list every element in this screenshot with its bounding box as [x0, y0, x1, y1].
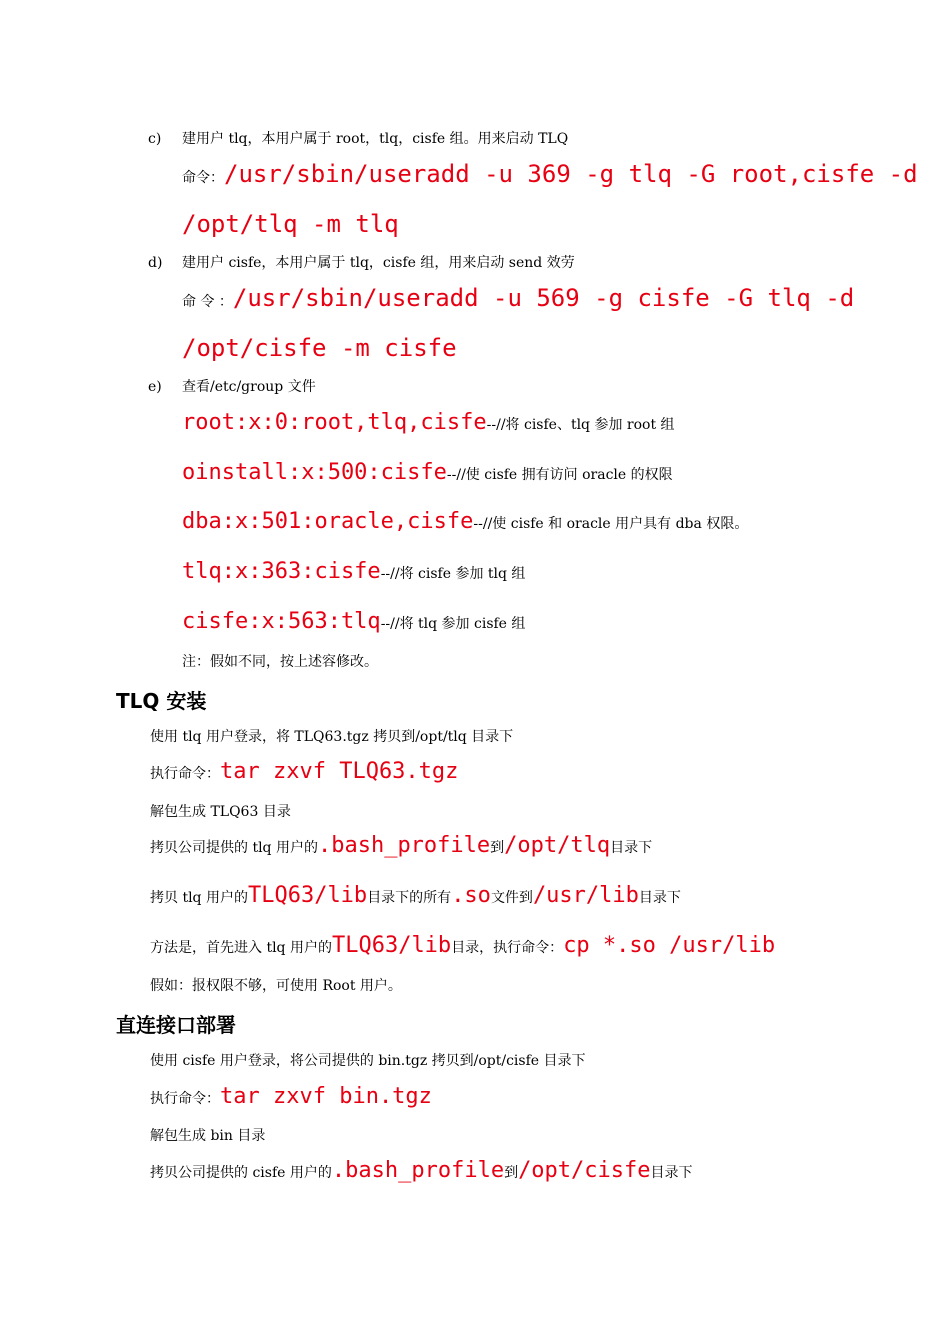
group-comment: --//将 cisfe、tlq 参加 root 组	[486, 417, 675, 433]
profile-file: .bash_profile	[317, 833, 491, 858]
item-e-marker: e)	[148, 379, 162, 395]
item-c-cmd-line1: /usr/sbin/useradd -u 369 -g tlq -G root,cisfe -d	[224, 160, 918, 188]
text: 目录，执行命令：	[451, 940, 564, 956]
item-d-cmd-line2: /opt/cisfe -m cisfe	[182, 334, 457, 362]
text: 目录下	[650, 1165, 693, 1181]
direct-line3: 解包生成 bin 目录	[150, 1128, 266, 1144]
lib-dir: TLQ63/lib	[247, 883, 368, 908]
lib-dest: /usr/lib	[532, 883, 639, 908]
item-d-marker: d)	[148, 255, 163, 271]
group-comment: --//使 cisfe 拥有访问 oracle 的权限	[446, 467, 673, 483]
text: 目录下	[610, 840, 653, 856]
text: 拷贝公司提供的 tlq 用户的	[150, 840, 318, 856]
text: 目录下的所有	[367, 890, 452, 906]
profile-dir: /opt/tlq	[504, 833, 611, 858]
direct-line1: 使用 cisfe 用户登录，将公司提供的 bin.tgz 拷贝到/opt/cisfe 目录下	[150, 1053, 586, 1069]
tlq-exec-cmd: tar zxvf TLQ63.tgz	[220, 759, 459, 784]
item-c-text: 建用户 tlq，本用户属于 root，tlq，cisfe 组。用来启动 TLQ	[182, 131, 569, 147]
item-d-text: 建用户 cisfe，本用户属于 tlq，cisfe 组，用来启动 send 效劳	[182, 255, 575, 271]
item-d	[148, 252, 575, 272]
text: 到	[490, 840, 505, 856]
group-line	[182, 509, 748, 534]
group-entry: tlq:x:363:cisfe	[182, 559, 381, 584]
method-cmd: cp *.so /usr/lib	[563, 933, 776, 958]
group-entry: oinstall:x:500:cisfe	[182, 460, 447, 485]
text: 文件到	[490, 890, 533, 906]
profile-dir: /opt/cisfe	[518, 1158, 651, 1183]
tlq-exec	[150, 759, 458, 784]
tlq-method	[150, 933, 775, 958]
lib-ext: .so	[451, 883, 491, 908]
tlq-heading: TLQ 安装	[116, 689, 207, 713]
group-comment: --//将 cisfe 参加 tlq 组	[380, 566, 526, 582]
direct-heading: 直连接口部署	[116, 1013, 236, 1037]
tlq-copy-lib	[150, 883, 681, 908]
direct-copy	[150, 1158, 693, 1183]
item-c-command	[182, 160, 918, 188]
text: 拷贝 tlq 用户的	[150, 890, 248, 906]
tlq-exec-label: 执行命令：	[150, 766, 220, 782]
item-c-marker: c)	[148, 131, 162, 147]
tlq-line1: 使用 tlq 用户登录，将 TLQ63.tgz 拷贝到/opt/tlq 目录下	[150, 729, 514, 745]
item-c	[148, 128, 568, 148]
group-entry: dba:x:501:oracle,cisfe	[182, 509, 474, 534]
tlq-copy-profile	[150, 833, 652, 858]
group-comment: --//使 cisfe 和 oracle 用户具有 dba 权限。	[473, 516, 749, 532]
direct-exec-label: 执行命令：	[150, 1091, 220, 1107]
direct-exec-cmd: tar zxvf bin.tgz	[220, 1084, 432, 1109]
direct-exec	[150, 1084, 432, 1109]
tlq-line3: 解包生成 TLQ63 目录	[150, 804, 291, 820]
tlq-note: 假如：报权限不够，可使用 Root 用户。	[150, 978, 402, 994]
item-c-cmd-label: 命令：	[182, 170, 224, 186]
group-line	[182, 410, 675, 435]
group-line	[182, 609, 525, 634]
item-e-text: 查看/etc/group 文件	[182, 379, 316, 395]
profile-file: .bash_profile	[331, 1158, 505, 1183]
item-d-cmd-label: 命 令 ：	[182, 294, 233, 310]
text: 目录下	[638, 890, 681, 906]
item-e	[148, 376, 316, 396]
group-entry: cisfe:x:563:tlq	[182, 609, 381, 634]
group-entry: root:x:0:root,tlq,cisfe	[182, 410, 487, 435]
item-c-cmd-line2: /opt/tlq -m tlq	[182, 210, 399, 238]
group-line	[182, 460, 673, 485]
item-d-command	[182, 284, 854, 312]
item-d-cmd-line1: /usr/sbin/useradd -u 569 -g cisfe -G tlq -d	[232, 284, 855, 312]
group-line	[182, 559, 525, 584]
method-dir: TLQ63/lib	[331, 933, 452, 958]
group-note: 注：假如不同，按上述容修改。	[182, 654, 378, 670]
text: 到	[504, 1165, 519, 1181]
group-comment: --//将 tlq 参加 cisfe 组	[380, 616, 526, 632]
text: 拷贝公司提供的 cisfe 用户的	[150, 1165, 332, 1181]
text: 方法是，首先进入 tlq 用户的	[150, 940, 332, 956]
